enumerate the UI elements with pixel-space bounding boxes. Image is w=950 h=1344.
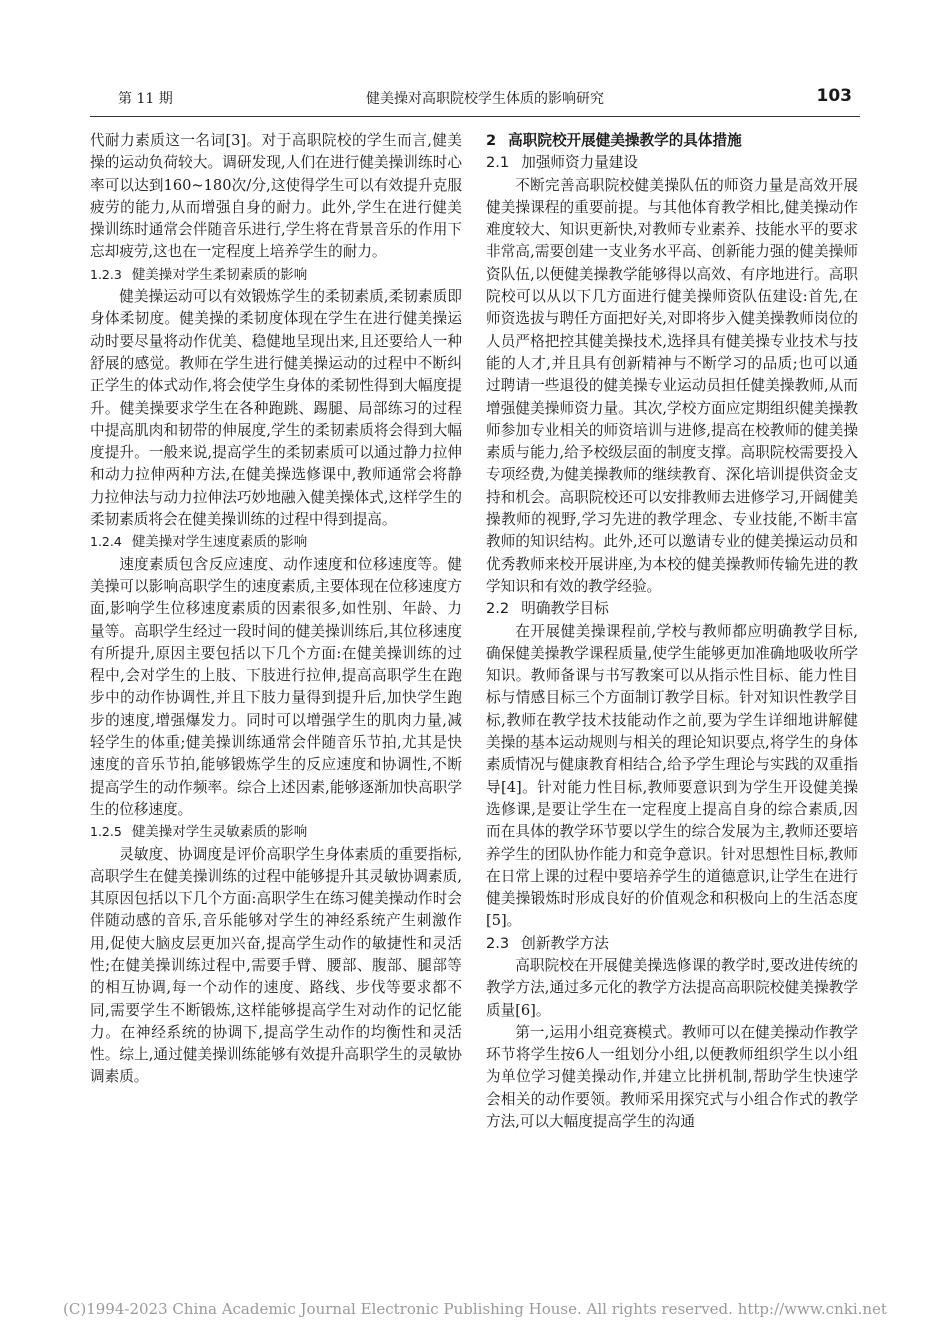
- copyright-footer: (C)1994-2023 China Academic Journal Electronic Publishing House. All rights reserved. http://www.cnki.net: [63, 1300, 887, 1318]
- heading-2-3: [486, 933, 858, 955]
- section-number: 2.3: [486, 934, 510, 952]
- running-title: 健美操对高职院校学生体质的影响研究: [366, 91, 604, 107]
- section-title: 健美操对学生灵敏素质的影响: [131, 824, 308, 841]
- heading-2: [486, 130, 858, 152]
- section-title: 健美操对学生速度素质的影响: [131, 534, 308, 551]
- section-number: 1.2.4: [90, 534, 122, 550]
- section-number: 2: [486, 132, 497, 149]
- paragraph-agility: 灵敏度、协调度是评价高职学生身体素质的重要指标,高职学生在健美操训练的过程中能够提升其灵敏协调素质,其原因包括以下几个方面:高职学生在练习健美操动作时会伴随动感的音乐,音乐能够对学生的神经系统产生刺激作用,促使大脑皮层更加兴奋,提高学生动作的敏捷性和灵活性;在健美操训练过程中,需要手臂、腰部、腹部、腿部等的相互协调,每一个动作的速度、路线、步伐等要求都不同,需要学生不断锻炼,这样能够提高学生对动作的记忆能力。在神经系统的协调下,提高学生动作的均衡性和灵活性。综上,通过健美操训练能够有效提升高职学生的灵敏协调素质。: [90, 845, 462, 1086]
- section-number: 1.2.5: [90, 824, 122, 840]
- page-number: 103: [816, 86, 852, 106]
- heading-1-2-4: [90, 531, 462, 553]
- section-title: 健美操对学生柔韧素质的影响: [131, 266, 308, 283]
- paragraph-endurance-cont: 代耐力素质这一名词[3]。对于高职院校的学生而言,健美操的运动负荷较大。调研发现,人们在进行健美操训练时心率可以达到160~180次/分,这使得学生可以有效提升克服疲劳的能力,从而增强自身的耐力。此外,学生在进行健美操训练时通常会伴随音乐进行,学生将在背景音乐的作用下忘却疲劳,这也在一定程度上培养学生的耐力。: [90, 132, 462, 261]
- paragraph-methods: 高职院校在开展健美操选修课的教学时,要改进传统的教学方法,通过多元化的教学方法提高高职院校健美操教学质量[6]。: [486, 956, 858, 1019]
- heading-2-2: [486, 598, 858, 620]
- section-title: 高职院校开展健美操教学的具体措施: [508, 132, 742, 149]
- paragraph-group-competition: 第一,运用小组竞赛模式。教师可以在健美操动作教学环节将学生按6人一组划分小组,以便教师组织学生以小组为单位学习健美操动作,并建立比拼机制,帮助学生快速学会相关的动作要领。教师采用探究式与小组合作式的教学方法,可以大幅度提高学生的沟通: [486, 1023, 858, 1131]
- paragraph-speed: 速度素质包含反应速度、动作速度和位移速度等。健美操可以影响高职学生的速度素质,主要体现在位移速度方面,影响学生位移速度素质的因素很多,如性别、年龄、力量等。高职学生经过一段时间的健美操训练后,其位移速度有所提升,原因主要包括以下几个方面:在健美操训练的过程中,会对学生的上肢、下肢进行拉伸,提高高职学生在跑步中的动作协调性,并且下肢力量得到提升后,加快学生跑步的速度,增强爆发力。同时可以增强学生的肌肉力量,减轻学生的体重;健美操训练通常会伴随音乐节拍,尤其是快速度的音乐节拍,能够锻炼学生的反应速度和协调性,不断提高学生的动作频率。综合上述因素,能够逐渐加快高职学生的位移速度。: [90, 555, 462, 818]
- section-title: 明确教学目标: [521, 600, 609, 618]
- section-number: 2.2: [486, 600, 510, 618]
- issue-number: 第 11 期: [118, 91, 173, 107]
- running-header: [118, 86, 852, 114]
- section-number: 2.1: [486, 154, 510, 172]
- header-rule: [90, 116, 860, 117]
- heading-2-1: [486, 152, 858, 174]
- section-title: 创新教学方法: [521, 934, 609, 952]
- paragraph-goals: 在开展健美操课程前,学校与教师都应明确教学目标,确保健美操教学课程质量,使学生能够更加准确地吸收所学知识。教师备课与书写教案可以从指示性目标、能力性目标与情感目标三个方面制订教学目标。针对知识性教学目标,教师在教学技术技能动作之前,要为学生详细地讲解健美操的基本运动规则与相关的理论知识要点,将学生的身体素质情况与健康教育相结合,给予学生理论与实践的双重指导[4]。针对能力性目标,教师要意识到为学生开设健美操选修课,是要让学生在一定程度上提高自身的综合素质,因而在具体的教学环节要以学生的综合发展为主,教师还要培养学生的团队协作能力和竞争意识。针对思想性目标,教师在日常上课的过程中要培养学生的道德意识,让学生在进行健美操锻炼时形成良好的价值观念和积极向上的生活态度[5]。: [486, 622, 858, 930]
- paragraph-teachers: 不断完善高职院校健美操队伍的师资力量是高效开展健美操课程的重要前提。与其他体育教学相比,健美操动作难度较大、知识更新快,对教师专业素养、技能水平的要求非常高,需要创建一支业务水平高、创新能力强的健美操师资队伍,以便健美操教学能够得以高效、有序地进行。高职院校可以从以下几方面进行健美操师资队伍建设:首先,在师资选拔与聘任方面把好关,对即将步入健美操教师岗位的人员严格把控其健美操技术,选择具有健美操专业技术与技能的人才,并且具有创新精神与不断学习的品质;也可以通过聘请一些退役的健美操专业运动员担任健美操教师,从而增强健美操师资力量。其次,学校方面应定期组织健美操教师参加专业相关的师资培训与进修,提高在校教师的健美操素质与能力,给予校级层面的制度支撑。高职院校需要投入专项经费,为健美操教师的继续教育、深化培训提供资金支持和机会。高职院校还可以安排教师去进修学习,开阔健美操教师的视野,学习先进的教学理念、专业技能,不断丰富教师的知识结构。此外,还可以邀请专业的健美操运动员和优秀教师来校开展讲座,为本校的健美操教师传输先进的教学知识和有效的教学经验。: [486, 176, 858, 595]
- section-title: 加强师资力量建设: [521, 154, 638, 172]
- paragraph-flexibility: 健美操运动可以有效锻炼学生的柔韧素质,柔韧素质即身体柔韧度。健美操的柔韧度体现在学生在进行健美操运动时要尽量将动作优美、稳健地呈现出来,且还要给人一种舒展的感觉。教师在学生进行健美操运动的过程中不断纠正学生的体式动作,将会使学生身体的柔韧性得到大幅度提升。健美操要求学生在各种跑跳、踢腿、局部练习的过程中提高肌肉和韧带的伸展度,学生的柔韧素质将会得到大幅度提升。一般来说,提高学生的柔韧素质可以通过静力拉伸和动力拉伸两种方法,在健美操选修课中,教师通常会将静力拉伸法与动力拉伸法巧妙地融入健美操体式,这样学生的柔韧素质将会在健美操训练的过程中得到提高。: [90, 288, 462, 529]
- heading-1-2-3: [90, 264, 462, 286]
- section-number: 1.2.3: [90, 266, 122, 282]
- right-column: [486, 130, 858, 1133]
- heading-1-2-5: [90, 821, 462, 843]
- left-column: [90, 130, 462, 1089]
